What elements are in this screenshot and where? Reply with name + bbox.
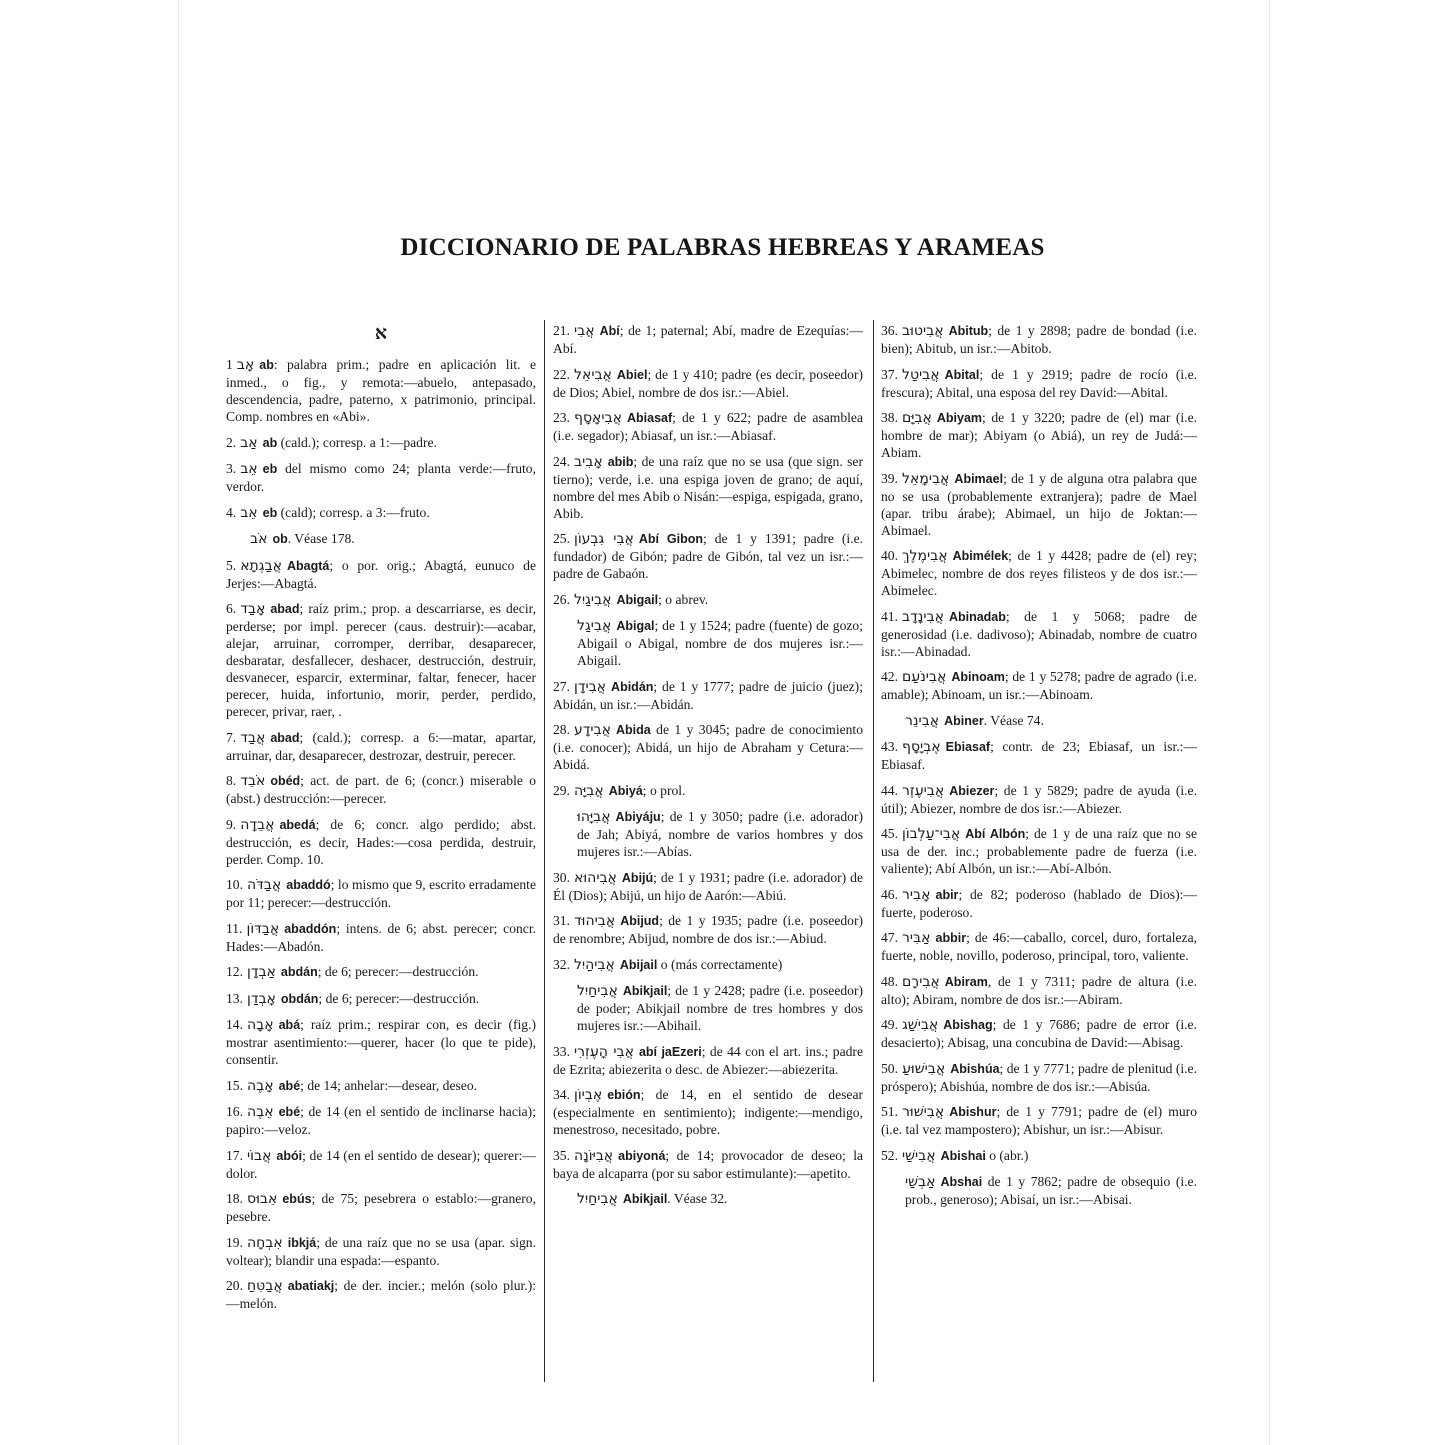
entry-number: 29.: [553, 782, 570, 798]
entry-number: 45.: [881, 826, 898, 841]
entry-number: 22.: [553, 366, 570, 382]
headword: Abijud: [620, 914, 660, 928]
dictionary-entry: [881, 738, 1197, 773]
hebrew-word: אָבִיב: [574, 453, 603, 470]
hebrew-word: אָב: [236, 357, 255, 373]
headword: abatiakj: [287, 1279, 335, 1293]
entry-number: 7.: [226, 729, 237, 745]
hebrew-word: אֲבִיחַיִל: [577, 1191, 618, 1207]
headword: abbir: [935, 931, 967, 945]
dictionary-entry: [226, 530, 536, 548]
headword: Abikjail: [622, 1192, 668, 1206]
definition: ; de der. incier.; melón (solo plur.):—melón.: [226, 1278, 536, 1311]
hebrew-word: אֲבִיטוּב: [902, 323, 944, 339]
definition: ; de 1 y 5829; padre de ayuda (i.e. útil); Abiezer, nombre de dos isr.:—Abiezer.: [881, 782, 1197, 816]
headword: ebé: [278, 1105, 301, 1119]
hebrew-word: אֲבִיטַל: [902, 366, 940, 383]
dictionary-entry: [226, 434, 536, 452]
definition: ; de 1 y 1931; padre (i.e. adorador) de Él (Dios); Abijú, un hijo de Aarón:—Abiú.: [553, 869, 863, 903]
dictionary-entry: [553, 1190, 863, 1208]
dictionary-entry: [226, 816, 536, 868]
dictionary-entry: [881, 712, 1197, 730]
entry-number: 13.: [226, 990, 243, 1006]
entry-number: 20.: [226, 1278, 243, 1293]
hebrew-word: אַב: [240, 434, 258, 451]
headword: eb: [262, 505, 278, 520]
entry-number: 36.: [881, 323, 898, 338]
dictionary-column-3: [881, 322, 1197, 1217]
hebrew-word: אֲבִידָע: [574, 722, 611, 738]
headword: abib: [607, 454, 634, 469]
hebrew-word: אֲבִיהַיִל: [574, 956, 615, 973]
headword: Abigal: [616, 619, 655, 633]
dictionary-entry: [226, 990, 536, 1008]
definition: ; de 1 y 1391; padre (i.e. fundador) de Gibón; padre de Gibón, tal vez un isr.:—padre de Gabaón.: [553, 531, 863, 581]
dictionary-entry: [553, 956, 863, 974]
entry-number: 14.: [226, 1017, 243, 1032]
hebrew-word: אֲבִיהוּד: [574, 913, 616, 929]
entry-number: 1: [226, 357, 233, 372]
definition: ; de 1 y 3220; padre de (el) mar (i.e. hombre de mar); Abiyam (o Abiá), un rey de Judá:—Abiam.: [881, 410, 1197, 460]
entry-number: 35.: [553, 1147, 570, 1163]
hebrew-word: אָבֶה: [247, 1077, 274, 1094]
definition: ; act. de part. de 6; (concr.) miserable o (abst.) destrucción:—perecer.: [226, 773, 536, 806]
entry-number: 8.: [226, 773, 237, 788]
hebrew-word: אַבְדָן: [247, 964, 276, 980]
headword: abad: [270, 602, 300, 616]
hebrew-word: אָבָה: [247, 1017, 274, 1033]
dictionary-entry: [881, 782, 1197, 817]
headword: abói: [276, 1148, 303, 1163]
definition: ; o abrev.: [658, 591, 709, 607]
dictionary-entry: [226, 1103, 536, 1138]
dictionary-entry: [226, 1077, 536, 1095]
headword: Abagtá: [286, 558, 330, 573]
headword: Abinadab: [948, 609, 1006, 624]
hebrew-word: אֵבֶה: [247, 1104, 274, 1120]
hebrew-word: אֵב: [240, 504, 258, 521]
dictionary-entry: [226, 557, 536, 592]
entry-number: 16.: [226, 1104, 243, 1119]
headword: Abinoam: [951, 670, 1005, 684]
headword: Abí: [599, 324, 620, 338]
hebrew-word: אֲבִי: [574, 323, 595, 339]
definition: ; de 14; provocador de deseo; la baya de alcaparra (por su sabor estimulante):—apetito.: [553, 1147, 863, 1181]
entry-number: 38.: [881, 410, 898, 425]
hebrew-word: אֲבִידָן: [574, 678, 607, 695]
definition: ; de 1 y de una raíz que no se usa de der. inc.; probablemente padre de fuerza (i.e. valiente); Abí Albón, un isr.:—Abí-Albón.: [881, 826, 1197, 876]
headword: Abiram: [944, 974, 988, 989]
definition: . Véase 74.: [983, 712, 1044, 728]
definition: ; de 14 (en el sentido de desear); querer:—dolor.: [226, 1147, 536, 1181]
headword: Abital: [944, 367, 980, 382]
entry-number: 19.: [226, 1234, 243, 1250]
hebrew-word: אֲבִיהוּא: [574, 869, 617, 886]
headword: Abishag: [943, 1018, 993, 1032]
entry-number: 18.: [226, 1191, 243, 1206]
hebrew-word: אֲבִימָאֵל: [902, 470, 950, 487]
definition: ; de una raíz que no se usa (que sign. ser tierno); verde, i.e. una espiga joven de grano; de aquí, nombre del mes Abib o Nisán:—espiga, espigada, grano, Abib.: [553, 453, 863, 521]
entry-number: 43.: [881, 739, 898, 754]
dictionary-entry: [881, 547, 1197, 599]
headword: abaddón: [284, 921, 337, 936]
dictionary-entry: [553, 366, 863, 401]
dictionary-entry: [881, 366, 1197, 401]
hebrew-word: אֲבִישַׁג: [902, 1017, 939, 1033]
hebrew-word: אֹבֵד: [240, 773, 266, 789]
headword: abaddó: [286, 878, 331, 892]
hebrew-word: אֹב: [250, 531, 268, 547]
dictionary-entry: [226, 460, 536, 495]
hebrew-word: אֲבִיעֶזֶר: [902, 782, 945, 799]
hebrew-word: אֵבוּס: [247, 1191, 278, 1207]
definition: , de 1 y 7311; padre de altura (i.e. alto); Abiram, nombre de dos isr.:—Abiram.: [881, 973, 1197, 1007]
page-title: DICCIONARIO DE PALABRAS HEBREAS Y ARAMEAS: [400, 234, 1045, 261]
dictionary-entry: [226, 729, 536, 764]
entry-number: 25.: [553, 531, 570, 546]
definition: ; raíz prim.; prop. a descarriarse, es decir, perderse; por impl. perecer (caus. destruir):—acabar, alejar, arruinar, corromper, derribar, desaparecer, desbaratar, desfallecer, deshacer, destrucción, destruir, desvanecer, esparcir, exterminar, faltar, fenecer, hacer perecer, huida, infortunio, morir, perder, perdido, perecer, privar, raer, .: [226, 601, 536, 719]
dictionary-entry: [553, 721, 863, 773]
definition: ; o prol.: [642, 782, 686, 798]
entry-number: 17.: [226, 1147, 243, 1163]
headword: abir: [935, 887, 959, 902]
dictionary-entry: [553, 591, 863, 609]
headword: abedá: [279, 817, 316, 832]
entry-number: 10.: [226, 877, 243, 892]
dictionary-entry: [553, 322, 863, 357]
entry-number: 26.: [553, 591, 570, 607]
hebrew-word: אֲבִיָּה: [574, 782, 604, 799]
hebrew-word: אֲבִישׁוּר: [902, 1104, 945, 1120]
entry-number: 37.: [881, 366, 898, 382]
hebrew-word: אֲבִי גִבְעוֹן: [574, 531, 634, 547]
dictionary-entry: [881, 1173, 1197, 1208]
headword: obéd: [270, 774, 301, 788]
entry-number: 27.: [553, 678, 570, 694]
hebrew-word: אֲבִיאָסָף: [574, 410, 622, 426]
hebrew-word: אֲבִימֶלֶךְ: [902, 548, 948, 564]
entry-number: 49.: [881, 1017, 898, 1032]
section-letter: א: [374, 323, 388, 344]
dictionary-entry: [226, 1277, 536, 1312]
dictionary-entry: [226, 1147, 536, 1182]
entry-number: 40.: [881, 548, 898, 563]
definition: ; de 1 y 7686; padre de error (i.e. desacierto); Abisag, una concubina de David:—Abisag.: [881, 1017, 1197, 1050]
definition: ; de 46:—caballo, corcel, duro, fortaleza, fuerte, noble, novillo, poderoso, principal, toro, valiente.: [881, 930, 1197, 963]
definition: ; de 6; perecer:—destrucción.: [318, 990, 480, 1006]
definition: o (abr.): [985, 1147, 1029, 1163]
entry-number: 4.: [226, 504, 237, 520]
hebrew-word: אֲבַדּוֹן: [246, 920, 280, 937]
dictionary-entry: [553, 1086, 863, 1138]
entry-number: 28.: [553, 722, 570, 737]
hebrew-word: אֲבִיגַל: [577, 618, 612, 634]
hebrew-word: אֲבִיגַיִל: [574, 591, 612, 608]
dictionary-entry: [881, 929, 1197, 964]
dictionary-entry: [553, 782, 863, 800]
dictionary-entry: [226, 876, 536, 911]
headword: Abimélek: [952, 549, 1009, 563]
definition: ; de 44 con el art. ins.; padre de Ezrita; abiezerita o desc. de Abiezer:—abiezerita.: [553, 1043, 863, 1077]
definition: ; de 1 y 7791; padre de (el) muro (i.e. tal vez mampostero); Abishur, un isr.:—Abisur.: [881, 1104, 1197, 1137]
dictionary-entry: [881, 973, 1197, 1008]
entry-number: 3.: [226, 461, 237, 476]
hebrew-word: אָבְדַן: [247, 990, 276, 1007]
entry-number: 34.: [553, 1087, 570, 1102]
definition: ; de una raíz que no se usa (apar. sign. voltear); blandir una espada:—espanto.: [226, 1234, 536, 1268]
headword: abad: [270, 730, 300, 745]
hebrew-word: אֲבַטִּחַ: [247, 1278, 283, 1294]
hebrew-word: אֲבִיחַיִל: [577, 983, 618, 999]
entry-number: 5.: [226, 557, 237, 573]
definition: ; contr. de 23; Ebiasaf, un isr.:—Ebiasaf.: [881, 739, 1197, 772]
definition: . Véase 32.: [667, 1191, 728, 1206]
entry-number: 24.: [553, 453, 570, 469]
hebrew-word: אִבְחָה: [247, 1234, 283, 1251]
definition: ; de 14, en el sentido de desear (especialmente en sentimiento); indigente:—mendigo, menestroso, necesitado, pobre.: [553, 1087, 863, 1137]
definition: del mismo como 24; planta verde:—fruto, verdor.: [226, 461, 536, 494]
dictionary-entry: [881, 886, 1197, 921]
dictionary-entry: [553, 982, 863, 1034]
entry-number: 15.: [226, 1077, 243, 1093]
headword: ob: [272, 532, 288, 546]
definition: o (más correctamente): [657, 956, 783, 972]
definition: ; de 1 y 2428; padre (i.e. poseedor) de poder; Abikjail nombre de tres hombres y dos mujeres isr.:—Abihail.: [577, 983, 863, 1033]
dictionary-entry: [226, 1016, 536, 1068]
headword: eb: [262, 462, 278, 476]
dictionary-entry: [226, 963, 536, 981]
dictionary-entry: [226, 356, 536, 425]
entry-number: 52.: [881, 1147, 898, 1163]
definition: ; lo mismo que 9, escrito erradamente por 11; perecer:—destrucción.: [226, 877, 536, 910]
dictionary-entry: [881, 470, 1197, 539]
definition: ; de 1; paternal; Abí, madre de Ezequías:—Abí.: [553, 323, 863, 356]
headword: Abí Gibon: [638, 532, 704, 546]
dictionary-entry: [226, 1190, 536, 1225]
dictionary-entry: [881, 608, 1197, 660]
dictionary-entry: [881, 1060, 1197, 1095]
entry-number: 30.: [553, 869, 570, 885]
headword: Abishúa: [950, 1061, 1000, 1076]
dictionary-entry: [553, 678, 863, 713]
definition: ; de 1 y 2898; padre de bondad (i.e. bien); Abitub, un isr.:—Abitob.: [881, 323, 1197, 356]
definition: ; de 14 (en el sentido de inclinarse hacia); papiro:—veloz.: [226, 1104, 536, 1137]
hebrew-word: אֲבִינֹעַם: [902, 669, 947, 685]
dictionary-entry: [226, 504, 536, 522]
headword: ab: [262, 435, 278, 450]
headword: abiyoná: [618, 1148, 666, 1163]
hebrew-word: אֲבִינֵר: [905, 712, 940, 729]
definition: ; de 1 y 5068; padre de generosidad (i.e. dadivoso); Abinadab, nombre de cuatro isr.:—Abinadad.: [881, 608, 1197, 659]
definition: ; de 1 y 7771; padre de plenitud (i.e. próspero); Abishúa, nombre de dos isr.:—Abisúa.: [881, 1060, 1197, 1094]
dictionary-entry: [881, 409, 1197, 461]
headword: Abiyá: [608, 783, 643, 798]
headword: Abishai: [940, 1148, 986, 1163]
hebrew-word: אֶבְיוֹן: [574, 1087, 603, 1103]
definition: ; de 6; perecer:—destrucción.: [317, 964, 479, 979]
dictionary-entry: [553, 409, 863, 444]
dictionary-entry: [881, 322, 1197, 357]
definition: ; de 1 y 3050; padre (i.e. adorador) de Jah; Abiyá, nombre de varios hombres y dos mujeres isr.:—Abías.: [577, 809, 863, 859]
definition: ; de 1 y 622; padre de asamblea (i.e. segador); Abiasaf, un isr.:—Abiasaf.: [553, 410, 863, 443]
entry-number: 9.: [226, 816, 237, 832]
definition: ; de 6; concr. algo perdido; abst. destrucción, es decir, Hades:—cosa perdida, destruir, perder. Comp. 10.: [226, 816, 536, 867]
definition: ; o por. orig.; Abagtá, eunuco de Jerjes:—Abagtá.: [226, 557, 536, 591]
dictionary-entry: [553, 617, 863, 669]
definition: (cald); corresp. a 3:—fruto.: [277, 504, 430, 520]
headword: Abijú: [621, 870, 654, 885]
hebrew-word: אֲבִירָם: [902, 973, 940, 990]
headword: Abiezer: [949, 783, 995, 798]
dictionary-entry: [226, 920, 536, 955]
dictionary-entry: [553, 869, 863, 904]
headword: Abimael: [954, 471, 1004, 486]
entry-number: 32.: [553, 956, 570, 972]
definition: ; de 1 y de alguna otra palabra que no se usa (probablemente extranjera); padre de Mael (apar. tribu árabe); Abimael, un hijo de Joktan:—Abimael.: [881, 470, 1197, 538]
definition: ; de 1 y 2919; padre de rocío (i.e. frescura); Abital, una esposa del rey David:—Abital.: [881, 366, 1197, 400]
dictionary-entry: [553, 1147, 863, 1182]
definition: ; de 1 y 1524; padre (fuente) de gozo; Abigail o Abigal, nombre de dos mujeres isr.:—Abigail.: [577, 618, 863, 668]
definition: ; de 1 y 4428; padre de (el) rey; Abimelec, nombre de dos reyes filisteos y de dos isr.:—Abimelec.: [881, 548, 1197, 598]
headword: abí jaEzeri: [638, 1044, 702, 1059]
entry-number: 21.: [553, 323, 570, 338]
hebrew-word: אֲבִיָּם: [902, 410, 932, 426]
entry-number: 12.: [226, 964, 243, 979]
headword: Ebiasaf: [945, 740, 991, 754]
entry-number: 42.: [881, 669, 898, 684]
entry-number: 41.: [881, 608, 898, 624]
headword: Abitub: [948, 324, 989, 338]
hebrew-word: אָבִיר: [902, 886, 931, 903]
hebrew-word: אֵב: [240, 461, 258, 477]
dictionary-entry: [881, 668, 1197, 703]
dictionary-entry: [881, 825, 1197, 877]
entry-number: 50.: [881, 1060, 898, 1076]
hebrew-word: אֲבִיָּהוּ: [577, 809, 611, 825]
dictionary-entry: [881, 1147, 1197, 1165]
definition: : palabra prim.; padre en aplicación lit. e inmed., o fig., y remota:—abuelo, antepasado, descendencia, padre, paterno, x patrimonio, principal. Comp. nombres en «Abi».: [226, 357, 536, 424]
dictionary-entry: [553, 808, 863, 860]
headword: Abida: [616, 723, 651, 737]
headword: obdán: [280, 991, 319, 1006]
hebrew-word: אָבַד: [240, 601, 266, 617]
entry-number: 23.: [553, 410, 570, 425]
entry-number: 11.: [226, 920, 243, 936]
hebrew-word: אֲבִי־עַלְבוֹן: [902, 826, 961, 842]
headword: Abiyáju: [615, 810, 661, 824]
dictionary-entry: [553, 1043, 863, 1078]
headword: Abiasaf: [626, 411, 673, 425]
entry-number: 39.: [881, 470, 898, 486]
hebrew-word: אֲבֵדָה: [240, 816, 275, 833]
hebrew-word: אֲבַגְתָא: [240, 557, 282, 574]
headword: abé: [278, 1078, 301, 1093]
definition: ; raíz prim.; respirar con, es decir (fig.) mostrar asentimiento:—querer, hacer (lo que te pide), consentir.: [226, 1017, 536, 1067]
dictionary-entry: [553, 912, 863, 947]
entry-number: 31.: [553, 913, 570, 928]
dictionary-column-1: [226, 322, 536, 1321]
entry-number: 2.: [226, 434, 237, 450]
dictionary-entry: [226, 600, 536, 720]
hebrew-word: אַבְשַׁי: [905, 1174, 936, 1190]
headword: Abí Albón: [965, 827, 1026, 841]
definition: ; de 82; poderoso (hablado de Dios):—fuerte, poderoso.: [881, 886, 1197, 920]
headword: ebús: [282, 1192, 312, 1206]
entry-number: 44.: [881, 782, 898, 798]
headword: Abishur: [949, 1105, 997, 1119]
entry-number: 6.: [226, 601, 237, 616]
hebrew-word: אֲבִיּוֹנָה: [574, 1147, 614, 1164]
column-divider: [544, 320, 545, 1382]
dictionary-entry: [553, 530, 863, 582]
headword: Abiyam: [936, 411, 983, 425]
entry-number: 47.: [881, 930, 898, 945]
definition: ; de 1 y 5278; padre de agrado (i.e. amable); Abinoam, un isr.:—Abinoam.: [881, 669, 1197, 702]
definition: de 1 y 7862; padre de obsequio (i.e. prob., generoso); Abisaí, un isr.:—Abisai.: [905, 1174, 1197, 1207]
headword: abdán: [280, 965, 318, 979]
entry-number: 33.: [553, 1043, 570, 1059]
definition: ; intens. de 6; abst. perecer; concr. Hades:—Abadón.: [226, 920, 536, 954]
dictionary-entry: [553, 453, 863, 522]
hebrew-word: אֲבִי הָעֶזְרִי: [574, 1043, 634, 1060]
dictionary-entry: [226, 1234, 536, 1269]
hebrew-word: אֲבַדֹּה: [247, 877, 282, 893]
headword: Abijail: [619, 957, 658, 972]
definition: (cald.); corresp. a 1:—padre.: [277, 434, 437, 450]
dictionary-entry: [226, 772, 536, 807]
headword: Abikjail: [622, 984, 668, 998]
definition: ; de 14; anhelar:—desear, deseo.: [300, 1077, 478, 1093]
hebrew-word: אֲבִיאֵל: [574, 366, 612, 383]
headword: Abshai: [940, 1175, 983, 1189]
headword: ab: [259, 358, 274, 372]
headword: Abigail: [616, 592, 659, 607]
hebrew-word: אֲבִישׁוּעַ: [902, 1060, 946, 1077]
entry-number: 51.: [881, 1104, 898, 1119]
hebrew-word: אֶבְיָסָף: [902, 739, 941, 755]
hebrew-word: אֲבַד: [240, 729, 266, 746]
hebrew-word: אֲבוֹי: [247, 1147, 272, 1164]
headword: ebión: [607, 1088, 641, 1102]
hebrew-word: אֲבִישַׁי: [902, 1147, 936, 1164]
definition: ; de 1 y 1777; padre de juicio (juez); Abidán, un isr.:—Abidán.: [553, 678, 863, 712]
entry-number: 46.: [881, 886, 898, 902]
dictionary-column-2: [553, 322, 863, 1217]
column-divider: [873, 320, 874, 1382]
definition: . Véase 178.: [287, 531, 355, 546]
headword: Abidán: [611, 679, 654, 694]
entry-number: 48.: [881, 973, 898, 989]
definition: de 1 y 3045; padre de conocimiento (i.e. conocer); Abidá, un hijo de Abraham y Cetura:—Abidá.: [553, 722, 863, 772]
dictionary-entry: [881, 1016, 1197, 1051]
definition: ; de 1 y 1935; padre (i.e. poseedor) de renombre; Abijud, nombre de dos isr.:—Abiud.: [553, 913, 863, 946]
dictionary-entry: [881, 1103, 1197, 1138]
headword: Abiner: [944, 713, 984, 728]
hebrew-word: אֲבִינָדָב: [902, 608, 944, 625]
definition: ; de 75; pesebrera o establo:—granero, pesebre.: [226, 1191, 536, 1224]
definition: ; de 1 y 410; padre (es decir, poseedor) de Dios; Abiel, nombre de dos isr.:—Abiel.: [553, 366, 863, 400]
definition: ; (cald.); corresp. a 6:—matar, apartar, arruinar, dar, desaparecer, destrozar, destruir, perecer.: [226, 729, 536, 763]
headword: abá: [278, 1018, 301, 1032]
hebrew-word: אַבִּיר: [902, 930, 931, 946]
headword: ibkjá: [287, 1235, 317, 1250]
headword: Abiel: [616, 367, 648, 382]
